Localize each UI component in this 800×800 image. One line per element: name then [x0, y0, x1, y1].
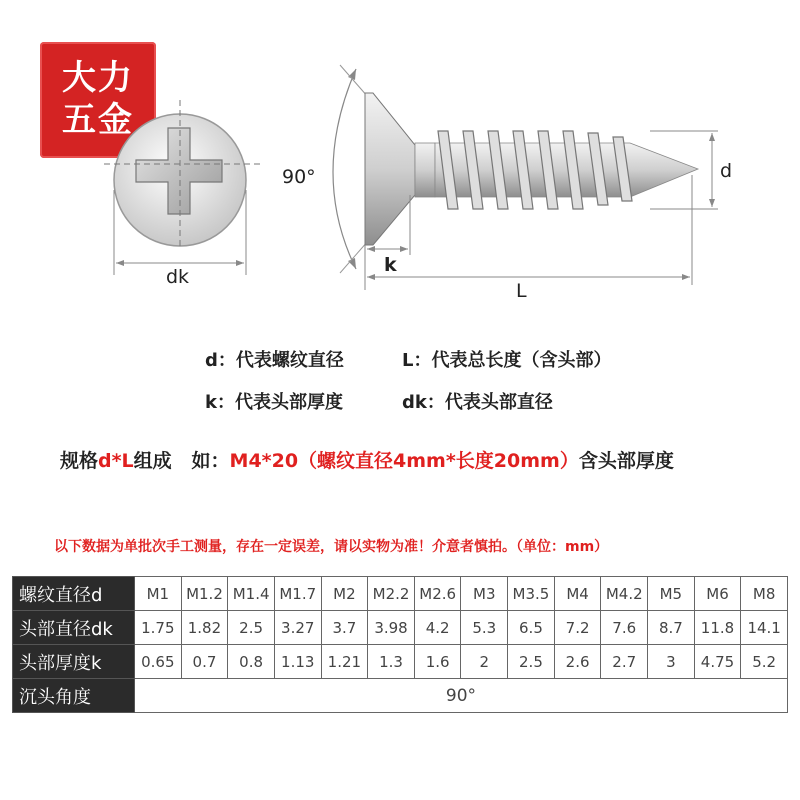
table-cell: M3 [461, 577, 508, 611]
table-cell: 1.21 [321, 645, 368, 679]
legend-k: k：代表头部厚度 [205, 392, 343, 413]
table-cell: 5.3 [461, 611, 508, 645]
table-cell: 0.7 [181, 645, 228, 679]
table-cell: M4.2 [601, 577, 648, 611]
table-cell: M2 [321, 577, 368, 611]
table-cell: 14.1 [741, 611, 788, 645]
measurement-note: 以下数据为单批次手工测量，存在一定误差，请以实物为准！介意者慎拍。（单位：mm） [54, 539, 609, 555]
table-cell: 6.5 [508, 611, 555, 645]
spec-prefix: 规格 [60, 450, 99, 472]
k-label: k [384, 254, 397, 276]
table-cell: 1.6 [414, 645, 461, 679]
dk-label: dk [166, 266, 190, 288]
table-cell: 1.82 [181, 611, 228, 645]
spec-formula: d*L [98, 450, 134, 472]
screw-head-top-view-diagram [100, 80, 270, 280]
spec-table [12, 576, 788, 713]
table-cell: 0.8 [228, 645, 275, 679]
table-cell: 2.6 [554, 645, 601, 679]
table-cell: 1.13 [274, 645, 321, 679]
spec-mid: 组成 如： [133, 450, 230, 472]
legend-d: d：代表螺纹直径 [205, 350, 344, 371]
spec-example: M4*20（螺纹直径4mm*长度20mm） [229, 450, 579, 472]
table-cell: 11.8 [694, 611, 741, 645]
spec-line [60, 446, 674, 473]
table-cell: 4.75 [694, 645, 741, 679]
table-cell: M8 [741, 577, 788, 611]
table-cell: 3.98 [368, 611, 415, 645]
spec-suffix: 含头部厚度 [578, 450, 674, 472]
angle-label: 90° [282, 166, 316, 188]
table-row [13, 577, 788, 611]
table-cell: 3 [648, 645, 695, 679]
table-cell: M1.7 [274, 577, 321, 611]
table-cell: 3.7 [321, 611, 368, 645]
logo-line-2: 五金 [62, 100, 134, 140]
table-cell: M1.2 [181, 577, 228, 611]
table-cell: 1.75 [135, 611, 182, 645]
legend-dk: dk：代表头部直径 [402, 392, 553, 413]
table-cell: 2.7 [601, 645, 648, 679]
table-cell: 1.3 [368, 645, 415, 679]
row-header: 头部厚度k [13, 645, 135, 679]
table-cell: M5 [648, 577, 695, 611]
table-cell: 2 [461, 645, 508, 679]
table-cell: M1.4 [228, 577, 275, 611]
screw-side-view-diagram [320, 55, 740, 305]
table-cell: 4.2 [414, 611, 461, 645]
table-row [13, 611, 788, 645]
table-cell: M1 [135, 577, 182, 611]
d-label: d [720, 160, 733, 182]
table-row [13, 679, 788, 713]
row-header: 头部直径dk [13, 611, 135, 645]
table-cell: 0.65 [135, 645, 182, 679]
table-cell: 2.5 [508, 645, 555, 679]
table-cell: M4 [554, 577, 601, 611]
table-cell: 2.5 [228, 611, 275, 645]
row-header: 沉头角度 [13, 679, 135, 713]
table-cell: 7.6 [601, 611, 648, 645]
table-cell: 5.2 [741, 645, 788, 679]
row-header: 螺纹直径d [13, 577, 135, 611]
table-cell: 3.27 [274, 611, 321, 645]
L-label: L [516, 280, 527, 302]
table-cell: M6 [694, 577, 741, 611]
table-cell: M2.2 [368, 577, 415, 611]
table-cell: M2.6 [414, 577, 461, 611]
table-cell: M3.5 [508, 577, 555, 611]
legend-L: L：代表总长度（含头部） [402, 350, 612, 371]
table-cell: 7.2 [554, 611, 601, 645]
countersink-angle-cell: 90° [135, 679, 788, 713]
table-cell: 8.7 [648, 611, 695, 645]
logo-line-1: 大力 [62, 58, 134, 98]
table-row [13, 645, 788, 679]
